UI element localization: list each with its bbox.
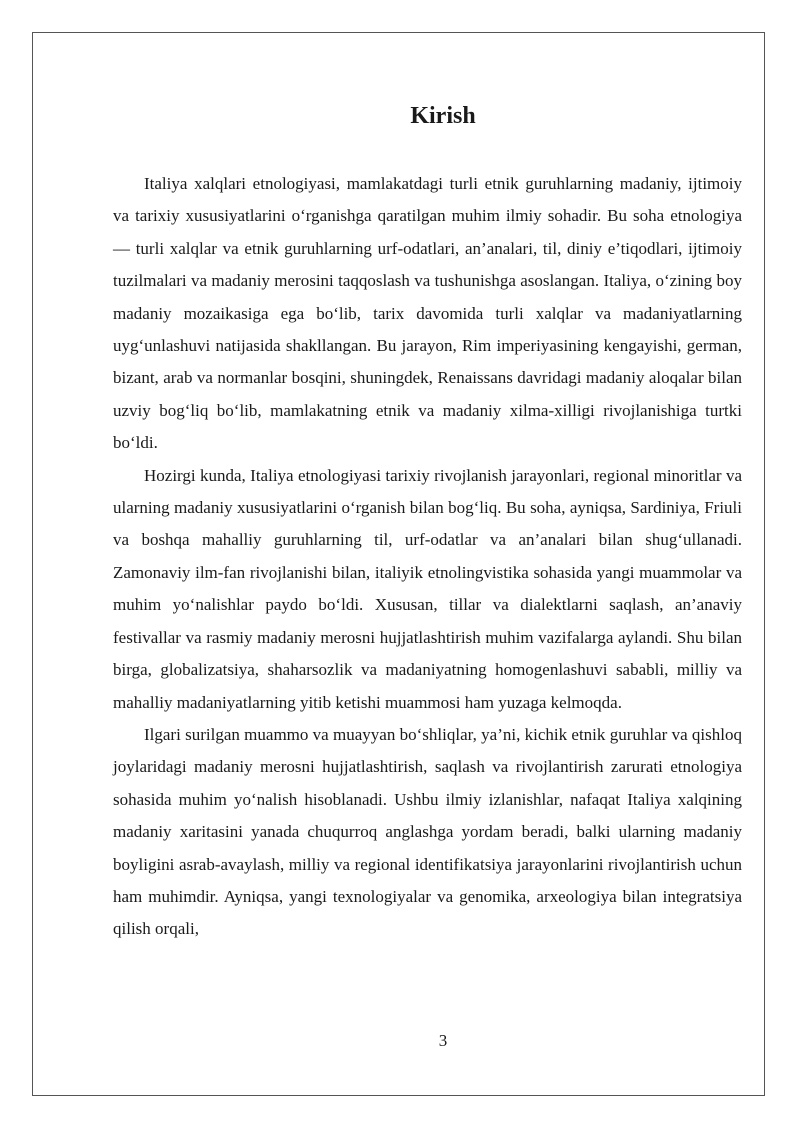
page-number: 3 <box>438 1031 448 1050</box>
paragraph-1: Italiya xalqlari etnologiyasi, mamlakatdagi turli etnik guruhlarning madaniy, ijtimoiy va tarixiy xususiyatlarini o‘rganishga qaratilgan muhim ilmiy sohadir. Bu soha etnologiya — turli xalqlar va etnik guruhlarning urf-odatlari, an’analari, til, diniy e’tiqodlari, ijtimoiy tuzilmalari va madaniy merosini taqqoslash va tushunishga asoslangan. Italiya, o‘zining boy madaniy mozaikasiga ega bo‘lib, tarix davomida turli xalqlar va madaniyatlarning uyg‘unlashuvi natijasida shakllangan. Bu jarayon, Rim imperiyasining kengayishi, german, bizant, arab va normanlar bosqini, shuningdek, Renaissans davridagi madaniy aloqalar bilan uzviy bog‘liq bo‘lib, mamlakatning etnik va madaniy xilma-xilligi rivojlanishiga turtki bo‘ldi. <box>113 174 742 453</box>
paragraph-2: Hozirgi kunda, Italiya etnologiyasi tarixiy rivojlanish jarayonlari, regional minoritlar va ularning madaniy xususiyatlarini o‘rganish bilan bog‘liq. Bu soha, ayniqsa, Sardiniya, Friuli va boshqa mahalliy guruhlarning til, urf-odatlar va an’analari bilan shug‘ullanadi. Zamonaviy ilm-fan rivojlanishi bilan, italiyik etnolingvistika sohasida yangi muammolar va muhim yo‘nalishlar paydo bo‘ldi. Xususan, tillar va dialektlarni saqlash, an’anaviy festivallar va rasmiy madaniy merosni hujjatlashtirish muhim vazifalarga aylandi. Shu bilan birga, globalizatsiya, shaharsozlik va madaniyatning homogenlashuvi sababli, milliy va mahalliy madaniyatlarning yitib ketishi muammosi ham yuzaga kelmoqda. <box>113 465 742 712</box>
document-body <box>113 168 742 946</box>
page-title: Kirish <box>410 103 476 129</box>
paragraph-3: Ilgari surilgan muammo va muayyan bo‘shliqlar, ya’ni, kichik etnik guruhlar va qishloq joylaridagi madaniy merosni hujjatlashtirish, saqlash va rivojlantirish zarurati etnologiya sohasida muhim yo‘nalish hisoblanadi. Ushbu ilmiy izlanishlar, nafaqat Italiya xalqining madaniy xaritasini yanada chuqurroq anglashga yordam beradi, balki ularning madaniy boyligini asrab-avaylash, milliy va regional identifikatsiya jarayonlarini rivojlantirish uchun ham muhimdir. Ayniqsa, yangi texnologiyalar va genomika, arxeologiya bilan integratsiya qilish orqali, <box>113 724 742 939</box>
